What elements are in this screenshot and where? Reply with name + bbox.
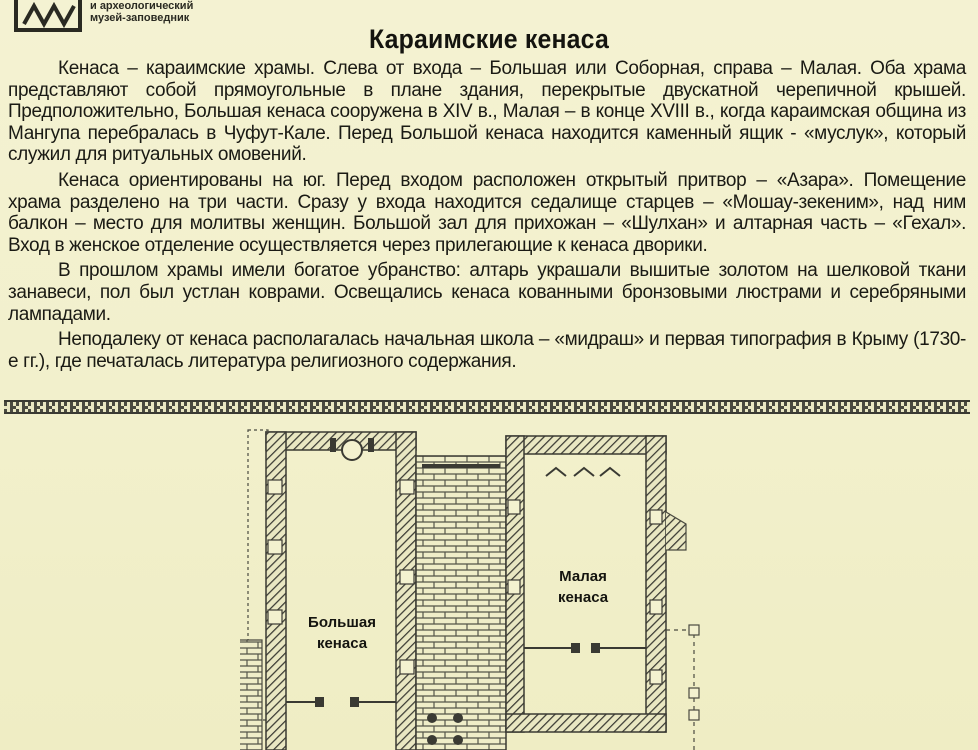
paragraph: Кенаса ориентированы на юг. Перед входом расположен открытый притвор – «Азара». Помещение храма разделено на три части. Сразу у входа находится седалище старцев – «Мошау-зекеним», над ним балкон – место для молитвы женщин. Большой зал для прихожан – «Шулхан» и алтарная часть – «Гехал». Вход в женское отделение осуществляется через прилегающие к кенаса дворики.: [8, 169, 966, 256]
label-small-kenasa-line1: Малая: [559, 568, 607, 585]
label-small-kenasa-line2: кенаса: [557, 589, 609, 606]
dashed-outline: [666, 512, 699, 750]
rubble-wall: [240, 430, 268, 750]
paragraph: Неподалеку от кенаса располагалась начальная школа – «мидраш» и первая типография в Крыму (1730-е гг.), где печаталась литература религиозного содержания.: [8, 329, 966, 372]
page-title: Караимские кенаса: [369, 24, 609, 54]
paragraph: В прошлом храмы имели богатое убранство: алтарь украшали вышитые золотом на шелковой ткани занавеси, пол был устлан коврами. Освещались кенаса кованными бронзовыми люстрами и серебряными лампадами.: [8, 260, 966, 325]
description-text: [8, 58, 966, 372]
courtyard-paving: [416, 456, 506, 750]
museum-name-line1: и археологический: [90, 0, 194, 12]
label-big-kenasa: [296, 612, 388, 654]
museum-name-line2: музей-заповедник: [90, 12, 190, 24]
lamp-marks: [546, 468, 620, 476]
label-small-kenasa: [540, 566, 626, 608]
label-big-kenasa-line2: кенаса: [316, 635, 368, 652]
door-marks: [286, 698, 396, 706]
ornamental-divider: [4, 400, 970, 414]
paragraph: Кенаса – караимские храмы. Слева от входа – Большая или Соборная, справа – Малая. Оба храма представляют собой прямоугольные в плане здания, перекрытые двускатной черепичной крышей. Предположительно, Большая кенаса сооружена в XIV в., Малая – в конце XVIII в., когда караимская община из Мангупа перебралась в Чуфут-Кале. Перед Большой кенаса находится каменный ящик - «муслук», который служил для ритуальных омовений.: [8, 58, 966, 166]
label-big-kenasa-line1: Большая: [308, 614, 376, 631]
floor-plan: [0, 420, 978, 750]
door-marks: [524, 644, 646, 652]
museum-name: [90, 0, 193, 24]
